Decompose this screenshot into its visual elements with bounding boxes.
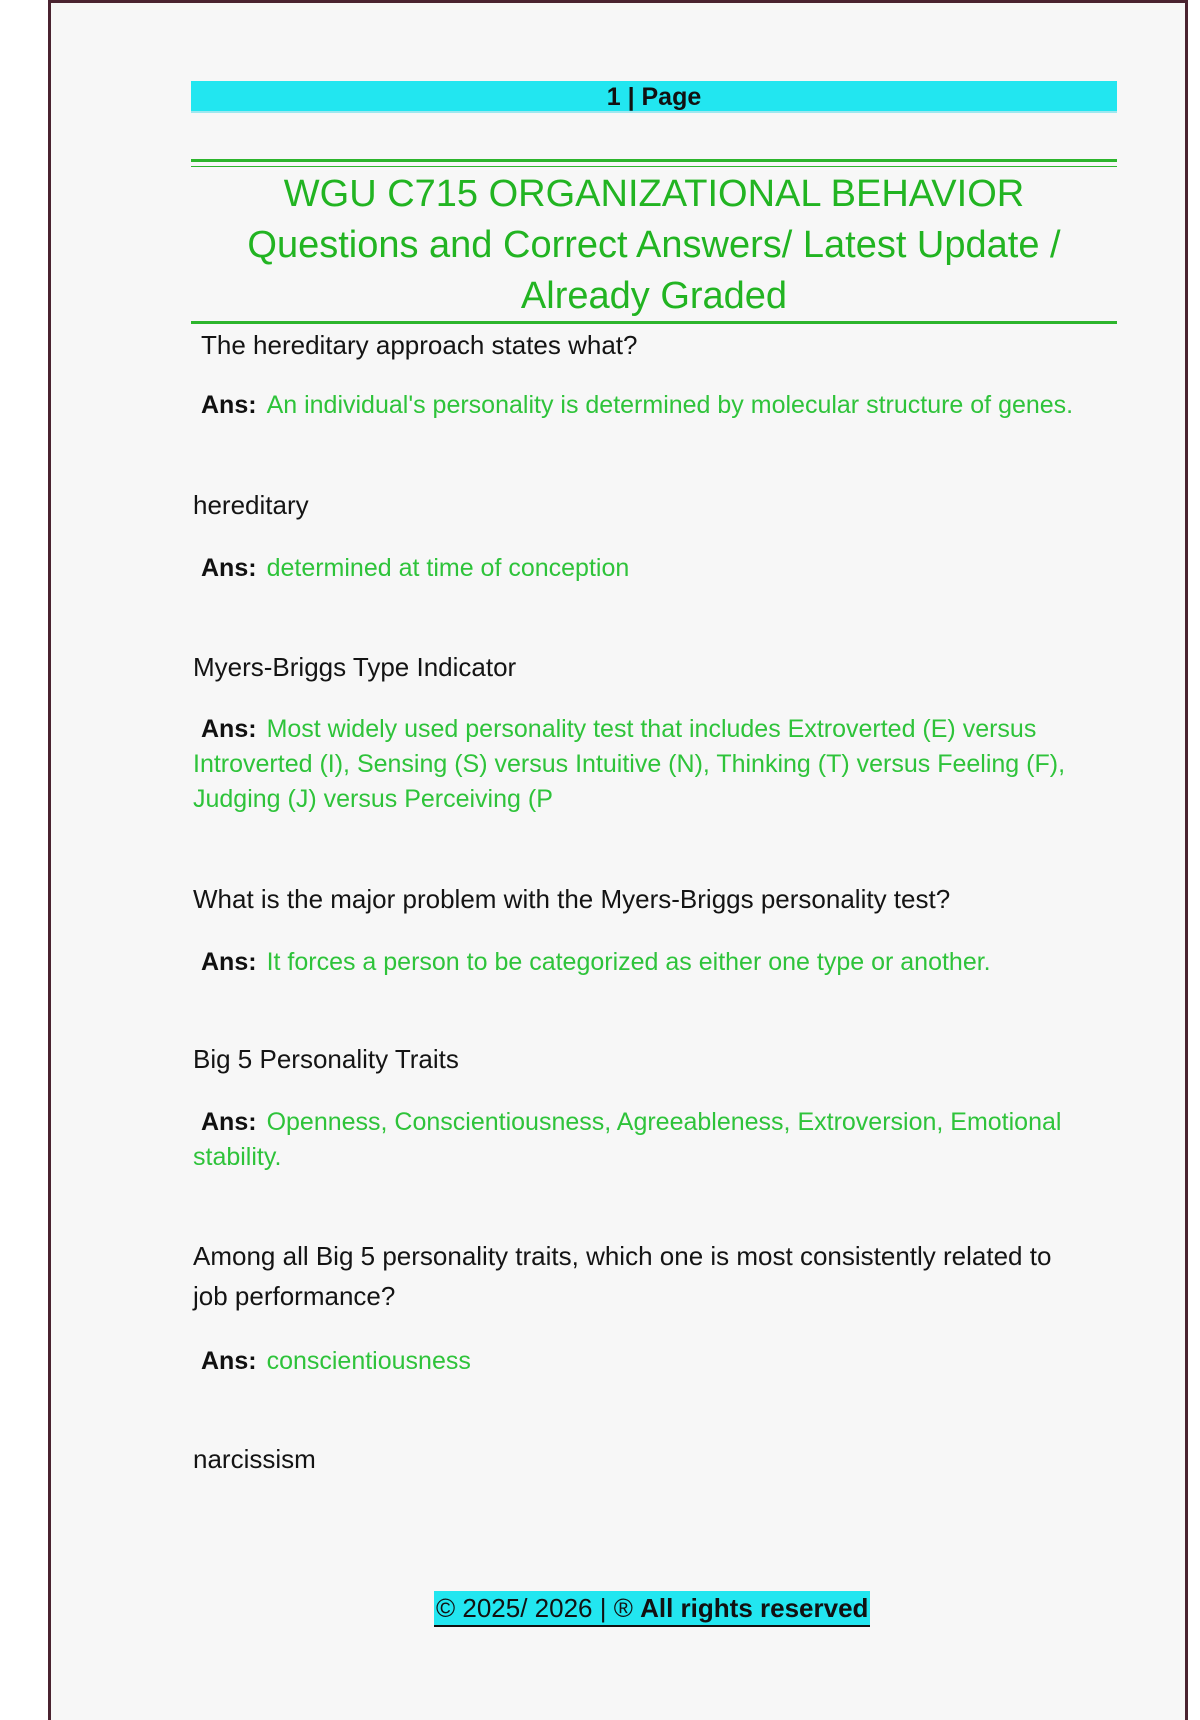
answer-label: Ans: (201, 1347, 257, 1375)
answer-text: An individual's personality is determined by molecular structure of genes. (266, 391, 1074, 419)
answer-text: conscientiousness (266, 1347, 471, 1375)
page-number-header: 1 | Page (191, 81, 1117, 113)
answer-5 (193, 1105, 1073, 1175)
document-title (191, 169, 1117, 322)
answer-text: Most widely used personality test that includes Extroverted (E) versus Introverted (I), Sensing (S) versus Intuitive (N), Thinking (T) versus Feeling (F), Judging (J) versus Perceiving (P (193, 715, 1066, 813)
question-6: Among all Big 5 personality traits, which one is most consistently related to job performance? (193, 1241, 1052, 1311)
title-line-3: Already Graded (520, 275, 788, 317)
document-page (48, 0, 1188, 1720)
copyright-text: © 2025/ 2026 | ® (436, 1593, 633, 1623)
answer-label: Ans: (201, 391, 257, 419)
question-1: The hereditary approach states what? (201, 330, 638, 360)
answer-label: Ans: (201, 554, 257, 582)
copyright-footer (434, 1591, 870, 1627)
answer-2 (193, 551, 1073, 586)
title-bottom-rule (191, 321, 1117, 324)
title-top-rule-thin (191, 166, 1117, 167)
question-4: What is the major problem with the Myers-Briggs personality test? (193, 884, 951, 914)
title-line-2: Questions and Correct Answers/ Latest Update / (247, 224, 1061, 266)
answer-label: Ans: (201, 1108, 257, 1136)
answer-6 (193, 1344, 1073, 1379)
question-3: Myers-Briggs Type Indicator (193, 652, 517, 682)
title-line-1: WGU C715 ORGANIZATIONAL BEHAVIOR (283, 173, 1025, 215)
question-5: Big 5 Personality Traits (193, 1044, 459, 1074)
answer-1 (193, 388, 1093, 423)
title-top-rule (191, 159, 1117, 162)
answer-text: Openness, Conscientiousness, Agreeableness, Extroversion, Emotional stability. (193, 1108, 1062, 1171)
answer-text: It forces a person to be categorized as either one type or another. (266, 948, 991, 976)
answer-3 (193, 712, 1073, 817)
answer-label: Ans: (201, 948, 257, 976)
question-7: narcissism (193, 1444, 316, 1474)
rights-text: All rights reserved (640, 1593, 869, 1623)
question-2: hereditary (193, 490, 309, 520)
answer-4 (193, 945, 1073, 980)
answer-label: Ans: (201, 715, 257, 743)
answer-text: determined at time of conception (266, 554, 630, 582)
